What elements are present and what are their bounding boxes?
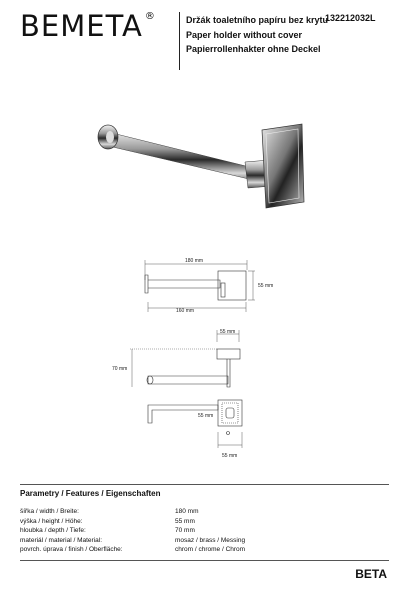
spec-row: povrch. úprava / finish / Oberfläche: chrom / chrome / Chrom <box>20 546 246 553</box>
features-heading: Parametry / Features / Eigenschaften <box>20 489 161 498</box>
series-name: BETA <box>355 567 387 581</box>
brand-logo <box>20 9 156 43</box>
dim-label-160: 160 mm <box>176 308 195 314</box>
spec-row: výška / height / Höhe: 55 mm <box>20 517 195 525</box>
header-divider <box>179 12 180 70</box>
technical-drawing <box>100 250 320 470</box>
logo-registered-mark: ® <box>144 11 156 22</box>
top-view <box>148 400 242 448</box>
dim-label-180: 180 mm <box>185 258 204 264</box>
product-code: 132212032L <box>325 13 376 23</box>
dim-label-55-bottom: 55 mm <box>222 453 238 459</box>
front-view <box>145 260 255 312</box>
features-bottom-rule <box>20 560 389 561</box>
product-titles <box>186 13 328 57</box>
spec-row: šířka / width / Breite: 180 mm <box>20 508 199 515</box>
logo-text: BEMETA <box>20 9 143 43</box>
features-list <box>20 507 245 555</box>
dim-label-55-side: 55 mm <box>258 283 274 289</box>
dim-label-55-mid: 55 mm <box>198 413 214 419</box>
title-english: Paper holder without cover <box>186 29 303 40</box>
spec-row: materiál / material / Material: mosaz / brass / Messing <box>20 536 246 544</box>
product-photo <box>80 110 310 220</box>
dim-label-70: 70 mm <box>112 366 128 372</box>
spec-row: hloubka / depth / Tiefe: 70 mm <box>20 527 195 534</box>
features-top-rule <box>20 484 389 485</box>
title-czech: Držák toaletního papíru bez krytu <box>186 15 329 25</box>
side-view <box>130 330 240 387</box>
dim-label-55-top: 55 mm <box>220 329 236 335</box>
title-german: Papierrollenhakter ohne Deckel <box>186 44 321 54</box>
